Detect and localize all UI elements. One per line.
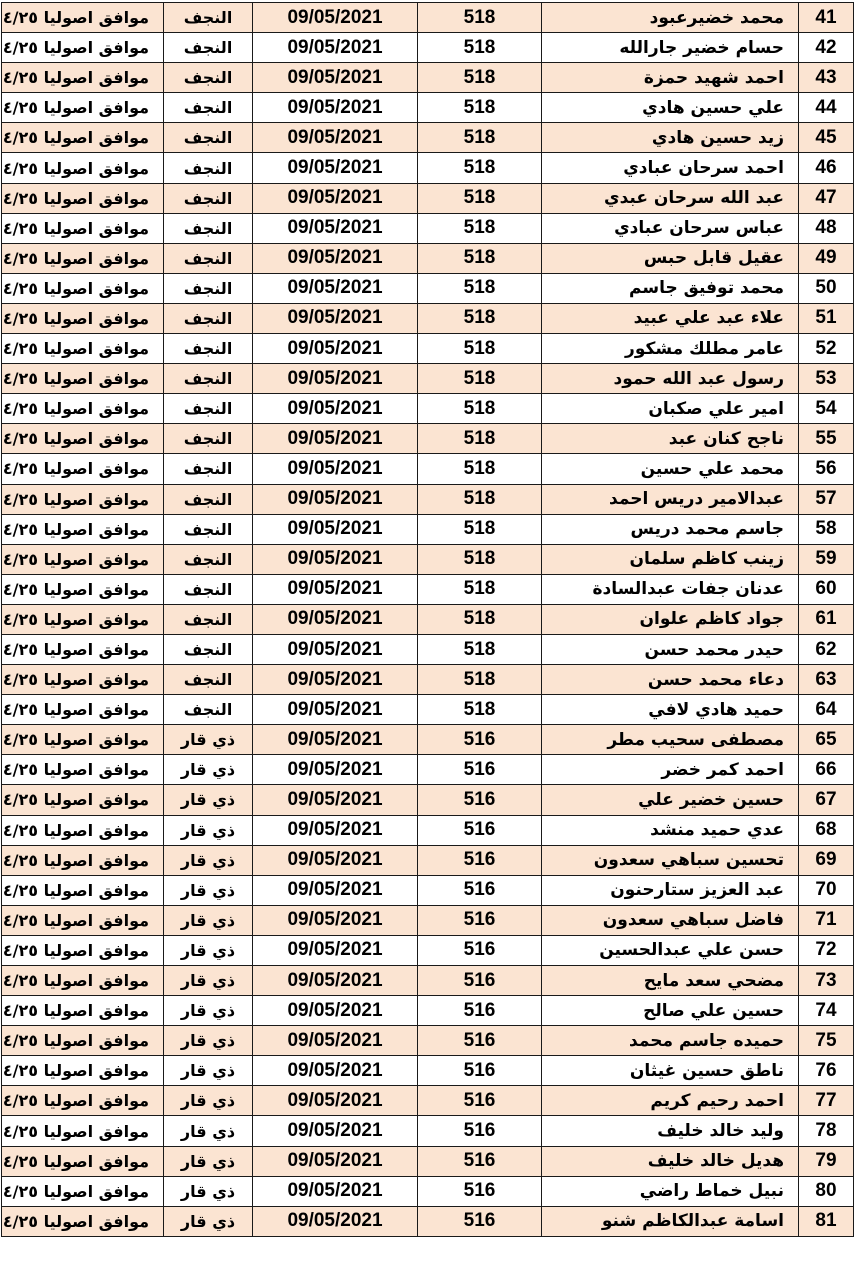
- governorate-cell: النجف: [164, 364, 253, 394]
- code-cell: 518: [418, 484, 542, 514]
- table-row: [2, 875, 854, 905]
- governorate-cell: ذي قار: [164, 996, 253, 1026]
- table-row: [2, 845, 854, 875]
- row-number-cell: 63: [799, 665, 854, 695]
- row-number-cell: 50: [799, 273, 854, 303]
- code-cell: 518: [418, 574, 542, 604]
- code-cell: 518: [418, 394, 542, 424]
- table-row: [2, 1086, 854, 1116]
- date-cell: 09/05/2021: [253, 394, 418, 424]
- code-cell: 518: [418, 153, 542, 183]
- row-number-cell: 64: [799, 695, 854, 725]
- applicant-name-cell: علي حسين هادي: [542, 93, 799, 123]
- table-row: [2, 1056, 854, 1086]
- table-row: [2, 63, 854, 93]
- date-cell: 09/05/2021: [253, 303, 418, 333]
- row-number-cell: 74: [799, 996, 854, 1026]
- code-cell: 516: [418, 1086, 542, 1116]
- table-row: [2, 334, 854, 364]
- applicant-name-cell: احمد سرحان عبادي: [542, 153, 799, 183]
- status-cell: موافق اصوليا ٤/٢٥: [2, 93, 164, 123]
- status-cell: موافق اصوليا ٤/٢٥: [2, 213, 164, 243]
- row-number-cell: 48: [799, 213, 854, 243]
- row-number-cell: 52: [799, 334, 854, 364]
- date-cell: 09/05/2021: [253, 1086, 418, 1116]
- code-cell: 518: [418, 454, 542, 484]
- table-row: [2, 93, 854, 123]
- code-cell: 516: [418, 845, 542, 875]
- date-cell: 09/05/2021: [253, 1056, 418, 1086]
- status-cell: موافق اصوليا ٤/٢٥: [2, 755, 164, 785]
- row-number-cell: 41: [799, 3, 854, 33]
- governorate-cell: النجف: [164, 544, 253, 574]
- code-cell: 518: [418, 93, 542, 123]
- governorate-cell: ذي قار: [164, 755, 253, 785]
- code-cell: 516: [418, 1176, 542, 1206]
- table-row: [2, 966, 854, 996]
- code-cell: 516: [418, 1056, 542, 1086]
- date-cell: 09/05/2021: [253, 785, 418, 815]
- status-cell: موافق اصوليا ٤/٢٥: [2, 574, 164, 604]
- code-cell: 518: [418, 183, 542, 213]
- applicant-name-cell: فاضل سباهي سعدون: [542, 905, 799, 935]
- status-cell: موافق اصوليا ٤/٢٥: [2, 243, 164, 273]
- row-number-cell: 78: [799, 1116, 854, 1146]
- status-cell: موافق اصوليا ٤/٢٥: [2, 424, 164, 454]
- row-number-cell: 45: [799, 123, 854, 153]
- code-cell: 518: [418, 514, 542, 544]
- row-number-cell: 79: [799, 1146, 854, 1176]
- code-cell: 518: [418, 123, 542, 153]
- date-cell: 09/05/2021: [253, 213, 418, 243]
- status-cell: موافق اصوليا ٤/٢٥: [2, 634, 164, 664]
- governorate-cell: النجف: [164, 484, 253, 514]
- governorate-cell: ذي قار: [164, 1176, 253, 1206]
- applicant-name-cell: حميد هادي لافي: [542, 695, 799, 725]
- date-cell: 09/05/2021: [253, 514, 418, 544]
- status-cell: موافق اصوليا ٤/٢٥: [2, 273, 164, 303]
- date-cell: 09/05/2021: [253, 93, 418, 123]
- date-cell: 09/05/2021: [253, 63, 418, 93]
- date-cell: 09/05/2021: [253, 604, 418, 634]
- row-number-cell: 44: [799, 93, 854, 123]
- governorate-cell: النجف: [164, 93, 253, 123]
- applicant-name-cell: تحسين سباهي سعدون: [542, 845, 799, 875]
- table-row: [2, 1146, 854, 1176]
- row-number-cell: 42: [799, 33, 854, 63]
- governorate-cell: ذي قار: [164, 1206, 253, 1236]
- applicant-name-cell: مصطفى سحيب مطر: [542, 725, 799, 755]
- date-cell: 09/05/2021: [253, 634, 418, 664]
- row-number-cell: 51: [799, 303, 854, 333]
- governorate-cell: النجف: [164, 574, 253, 604]
- row-number-cell: 56: [799, 454, 854, 484]
- table-row: [2, 544, 854, 574]
- date-cell: 09/05/2021: [253, 454, 418, 484]
- date-cell: 09/05/2021: [253, 544, 418, 574]
- status-cell: موافق اصوليا ٤/٢٥: [2, 875, 164, 905]
- governorate-cell: ذي قار: [164, 1026, 253, 1056]
- table-row: [2, 695, 854, 725]
- table-row: [2, 1026, 854, 1056]
- date-cell: 09/05/2021: [253, 755, 418, 785]
- table-row: [2, 424, 854, 454]
- code-cell: 518: [418, 63, 542, 93]
- table-row: [2, 3, 854, 33]
- applicant-name-cell: امير علي صكبان: [542, 394, 799, 424]
- applicant-name-cell: محمد توفيق جاسم: [542, 273, 799, 303]
- applicant-name-cell: عبد الله سرحان عبدي: [542, 183, 799, 213]
- code-cell: 516: [418, 905, 542, 935]
- code-cell: 516: [418, 1116, 542, 1146]
- applicant-name-cell: عدي حميد منشد: [542, 815, 799, 845]
- applicant-name-cell: حسين علي صالح: [542, 996, 799, 1026]
- governorate-cell: النجف: [164, 454, 253, 484]
- code-cell: 516: [418, 785, 542, 815]
- table-row: [2, 303, 854, 333]
- governorate-cell: النجف: [164, 634, 253, 664]
- row-number-cell: 43: [799, 63, 854, 93]
- status-cell: موافق اصوليا ٤/٢٥: [2, 544, 164, 574]
- row-number-cell: 81: [799, 1206, 854, 1236]
- code-cell: 516: [418, 935, 542, 965]
- code-cell: 518: [418, 3, 542, 33]
- governorate-cell: ذي قار: [164, 875, 253, 905]
- applicant-name-cell: دعاء محمد حسن: [542, 665, 799, 695]
- table-row: [2, 213, 854, 243]
- date-cell: 09/05/2021: [253, 1206, 418, 1236]
- row-number-cell: 70: [799, 875, 854, 905]
- governorate-cell: النجف: [164, 514, 253, 544]
- governorate-cell: النجف: [164, 424, 253, 454]
- governorate-cell: ذي قار: [164, 1086, 253, 1116]
- code-cell: 518: [418, 243, 542, 273]
- table-row: [2, 123, 854, 153]
- applicant-name-cell: عباس سرحان عبادي: [542, 213, 799, 243]
- status-cell: موافق اصوليا ٤/٢٥: [2, 1086, 164, 1116]
- table-row: [2, 364, 854, 394]
- applicants-sheet: [0, 2, 855, 1282]
- applicants-table: [1, 2, 854, 1237]
- status-cell: موافق اصوليا ٤/٢٥: [2, 905, 164, 935]
- status-cell: موافق اصوليا ٤/٢٥: [2, 815, 164, 845]
- status-cell: موافق اصوليا ٤/٢٥: [2, 1206, 164, 1236]
- status-cell: موافق اصوليا ٤/٢٥: [2, 303, 164, 333]
- table-row: [2, 1116, 854, 1146]
- governorate-cell: النجف: [164, 604, 253, 634]
- status-cell: موافق اصوليا ٤/٢٥: [2, 1056, 164, 1086]
- status-cell: موافق اصوليا ٤/٢٥: [2, 725, 164, 755]
- governorate-cell: ذي قار: [164, 905, 253, 935]
- row-number-cell: 76: [799, 1056, 854, 1086]
- table-row: [2, 243, 854, 273]
- row-number-cell: 46: [799, 153, 854, 183]
- code-cell: 516: [418, 875, 542, 905]
- code-cell: 518: [418, 604, 542, 634]
- status-cell: موافق اصوليا ٤/٢٥: [2, 966, 164, 996]
- row-number-cell: 69: [799, 845, 854, 875]
- status-cell: موافق اصوليا ٤/٢٥: [2, 364, 164, 394]
- date-cell: 09/05/2021: [253, 1146, 418, 1176]
- code-cell: 518: [418, 364, 542, 394]
- applicant-name-cell: نبيل خماط راضي: [542, 1176, 799, 1206]
- table-row: [2, 514, 854, 544]
- date-cell: 09/05/2021: [253, 243, 418, 273]
- governorate-cell: ذي قار: [164, 1146, 253, 1176]
- applicant-name-cell: جواد كاظم علوان: [542, 604, 799, 634]
- governorate-cell: ذي قار: [164, 725, 253, 755]
- governorate-cell: ذي قار: [164, 935, 253, 965]
- row-number-cell: 54: [799, 394, 854, 424]
- status-cell: موافق اصوليا ٤/٢٥: [2, 785, 164, 815]
- governorate-cell: النجف: [164, 394, 253, 424]
- code-cell: 516: [418, 966, 542, 996]
- status-cell: موافق اصوليا ٤/٢٥: [2, 394, 164, 424]
- code-cell: 516: [418, 996, 542, 1026]
- date-cell: 09/05/2021: [253, 334, 418, 364]
- row-number-cell: 53: [799, 364, 854, 394]
- table-row: [2, 394, 854, 424]
- applicant-name-cell: جاسم محمد دريس: [542, 514, 799, 544]
- table-row: [2, 33, 854, 63]
- date-cell: 09/05/2021: [253, 1026, 418, 1056]
- governorate-cell: النجف: [164, 273, 253, 303]
- status-cell: موافق اصوليا ٤/٢٥: [2, 514, 164, 544]
- governorate-cell: ذي قار: [164, 785, 253, 815]
- date-cell: 09/05/2021: [253, 905, 418, 935]
- date-cell: 09/05/2021: [253, 935, 418, 965]
- applicant-name-cell: حميده جاسم محمد: [542, 1026, 799, 1056]
- applicant-name-cell: احمد شهيد حمزة: [542, 63, 799, 93]
- governorate-cell: النجف: [164, 665, 253, 695]
- row-number-cell: 59: [799, 544, 854, 574]
- applicant-name-cell: حسن علي عبدالحسين: [542, 935, 799, 965]
- table-row: [2, 273, 854, 303]
- code-cell: 516: [418, 1026, 542, 1056]
- table-row: [2, 785, 854, 815]
- code-cell: 518: [418, 273, 542, 303]
- date-cell: 09/05/2021: [253, 33, 418, 63]
- row-number-cell: 61: [799, 604, 854, 634]
- row-number-cell: 80: [799, 1176, 854, 1206]
- applicant-name-cell: اسامة عبدالكاظم شنو: [542, 1206, 799, 1236]
- governorate-cell: النجف: [164, 303, 253, 333]
- applicant-name-cell: ناجح كنان عبد: [542, 424, 799, 454]
- row-number-cell: 66: [799, 755, 854, 785]
- date-cell: 09/05/2021: [253, 875, 418, 905]
- date-cell: 09/05/2021: [253, 3, 418, 33]
- applicant-name-cell: حيدر محمد حسن: [542, 634, 799, 664]
- date-cell: 09/05/2021: [253, 183, 418, 213]
- table-row: [2, 484, 854, 514]
- applicant-name-cell: زيد حسين هادي: [542, 123, 799, 153]
- date-cell: 09/05/2021: [253, 966, 418, 996]
- table-row: [2, 665, 854, 695]
- governorate-cell: ذي قار: [164, 845, 253, 875]
- code-cell: 516: [418, 755, 542, 785]
- row-number-cell: 58: [799, 514, 854, 544]
- status-cell: موافق اصوليا ٤/٢٥: [2, 484, 164, 514]
- code-cell: 516: [418, 815, 542, 845]
- row-number-cell: 47: [799, 183, 854, 213]
- date-cell: 09/05/2021: [253, 665, 418, 695]
- date-cell: 09/05/2021: [253, 484, 418, 514]
- governorate-cell: النجف: [164, 183, 253, 213]
- date-cell: 09/05/2021: [253, 996, 418, 1026]
- date-cell: 09/05/2021: [253, 153, 418, 183]
- applicant-name-cell: عبد العزيز ستارحنون: [542, 875, 799, 905]
- row-number-cell: 49: [799, 243, 854, 273]
- code-cell: 516: [418, 1146, 542, 1176]
- date-cell: 09/05/2021: [253, 815, 418, 845]
- applicant-name-cell: حسام خضير جارالله: [542, 33, 799, 63]
- status-cell: موافق اصوليا ٤/٢٥: [2, 123, 164, 153]
- table-row: [2, 725, 854, 755]
- governorate-cell: النجف: [164, 33, 253, 63]
- governorate-cell: النجف: [164, 3, 253, 33]
- row-number-cell: 67: [799, 785, 854, 815]
- date-cell: 09/05/2021: [253, 424, 418, 454]
- status-cell: موافق اصوليا ٤/٢٥: [2, 33, 164, 63]
- applicant-name-cell: محمد علي حسين: [542, 454, 799, 484]
- date-cell: 09/05/2021: [253, 574, 418, 604]
- date-cell: 09/05/2021: [253, 123, 418, 153]
- status-cell: موافق اصوليا ٤/٢٥: [2, 1116, 164, 1146]
- date-cell: 09/05/2021: [253, 1116, 418, 1146]
- row-number-cell: 57: [799, 484, 854, 514]
- applicant-name-cell: علاء عبد علي عبيد: [542, 303, 799, 333]
- code-cell: 518: [418, 695, 542, 725]
- code-cell: 518: [418, 213, 542, 243]
- status-cell: موافق اصوليا ٤/٢٥: [2, 183, 164, 213]
- governorate-cell: النجف: [164, 695, 253, 725]
- date-cell: 09/05/2021: [253, 695, 418, 725]
- status-cell: موافق اصوليا ٤/٢٥: [2, 334, 164, 364]
- table-row: [2, 153, 854, 183]
- applicant-name-cell: احمد كمر خضر: [542, 755, 799, 785]
- status-cell: موافق اصوليا ٤/٢٥: [2, 996, 164, 1026]
- table-row: [2, 755, 854, 785]
- applicant-name-cell: مضحي سعد مايح: [542, 966, 799, 996]
- table-row: [2, 574, 854, 604]
- applicant-name-cell: محمد خضيرعبود: [542, 3, 799, 33]
- status-cell: موافق اصوليا ٤/٢٥: [2, 695, 164, 725]
- status-cell: موافق اصوليا ٤/٢٥: [2, 665, 164, 695]
- code-cell: 518: [418, 665, 542, 695]
- table-row: [2, 454, 854, 484]
- applicant-name-cell: رسول عبد الله حمود: [542, 364, 799, 394]
- applicant-name-cell: حسين خضير علي: [542, 785, 799, 815]
- row-number-cell: 72: [799, 935, 854, 965]
- table-row: [2, 604, 854, 634]
- applicant-name-cell: هديل خالد خليف: [542, 1146, 799, 1176]
- status-cell: موافق اصوليا ٤/٢٥: [2, 153, 164, 183]
- row-number-cell: 73: [799, 966, 854, 996]
- table-row: [2, 1206, 854, 1236]
- code-cell: 518: [418, 424, 542, 454]
- applicant-name-cell: عقيل قابل حبس: [542, 243, 799, 273]
- governorate-cell: ذي قار: [164, 1116, 253, 1146]
- status-cell: موافق اصوليا ٤/٢٥: [2, 454, 164, 484]
- status-cell: موافق اصوليا ٤/٢٥: [2, 3, 164, 33]
- applicant-name-cell: احمد رحيم كريم: [542, 1086, 799, 1116]
- governorate-cell: النجف: [164, 334, 253, 364]
- governorate-cell: ذي قار: [164, 966, 253, 996]
- table-row: [2, 634, 854, 664]
- status-cell: موافق اصوليا ٤/٢٥: [2, 845, 164, 875]
- applicant-name-cell: عدنان جفات عبدالسادة: [542, 574, 799, 604]
- code-cell: 518: [418, 303, 542, 333]
- applicants-table-body: [2, 3, 854, 1237]
- governorate-cell: ذي قار: [164, 1056, 253, 1086]
- governorate-cell: النجف: [164, 153, 253, 183]
- code-cell: 518: [418, 544, 542, 574]
- date-cell: 09/05/2021: [253, 845, 418, 875]
- row-number-cell: 77: [799, 1086, 854, 1116]
- governorate-cell: ذي قار: [164, 815, 253, 845]
- table-row: [2, 996, 854, 1026]
- table-row: [2, 815, 854, 845]
- status-cell: موافق اصوليا ٤/٢٥: [2, 63, 164, 93]
- governorate-cell: النجف: [164, 213, 253, 243]
- applicant-name-cell: وليد خالد خليف: [542, 1116, 799, 1146]
- status-cell: موافق اصوليا ٤/٢٥: [2, 935, 164, 965]
- date-cell: 09/05/2021: [253, 273, 418, 303]
- table-row: [2, 935, 854, 965]
- table-row: [2, 1176, 854, 1206]
- applicant-name-cell: زينب كاظم سلمان: [542, 544, 799, 574]
- status-cell: موافق اصوليا ٤/٢٥: [2, 1026, 164, 1056]
- code-cell: 516: [418, 725, 542, 755]
- governorate-cell: النجف: [164, 243, 253, 273]
- governorate-cell: النجف: [164, 63, 253, 93]
- status-cell: موافق اصوليا ٤/٢٥: [2, 604, 164, 634]
- table-row: [2, 183, 854, 213]
- row-number-cell: 62: [799, 634, 854, 664]
- code-cell: 518: [418, 334, 542, 364]
- row-number-cell: 68: [799, 815, 854, 845]
- table-row: [2, 905, 854, 935]
- row-number-cell: 71: [799, 905, 854, 935]
- governorate-cell: النجف: [164, 123, 253, 153]
- code-cell: 518: [418, 634, 542, 664]
- applicant-name-cell: عامر مطلك مشكور: [542, 334, 799, 364]
- applicant-name-cell: عبدالامير دريس احمد: [542, 484, 799, 514]
- code-cell: 516: [418, 1206, 542, 1236]
- row-number-cell: 75: [799, 1026, 854, 1056]
- code-cell: 518: [418, 33, 542, 63]
- row-number-cell: 65: [799, 725, 854, 755]
- date-cell: 09/05/2021: [253, 1176, 418, 1206]
- date-cell: 09/05/2021: [253, 364, 418, 394]
- status-cell: موافق اصوليا ٤/٢٥: [2, 1146, 164, 1176]
- row-number-cell: 60: [799, 574, 854, 604]
- row-number-cell: 55: [799, 424, 854, 454]
- date-cell: 09/05/2021: [253, 725, 418, 755]
- applicant-name-cell: ناطق حسين غيثان: [542, 1056, 799, 1086]
- status-cell: موافق اصوليا ٤/٢٥: [2, 1176, 164, 1206]
